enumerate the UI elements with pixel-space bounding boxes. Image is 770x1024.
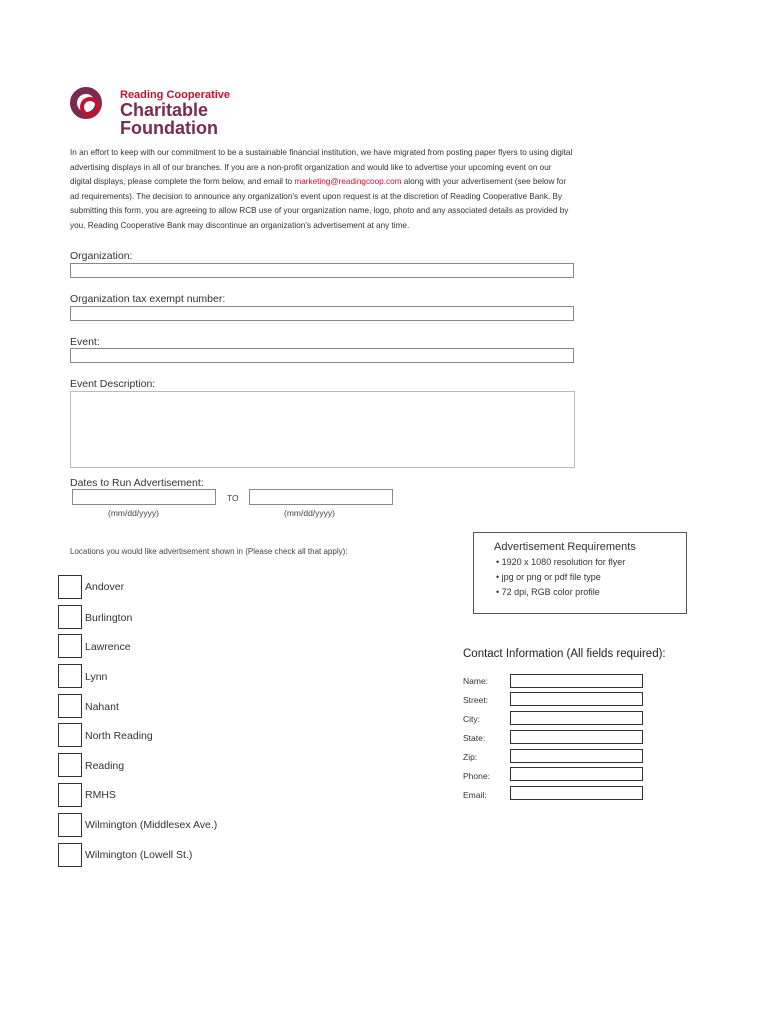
end-date-hint: (mm/dd/yyyy) bbox=[284, 508, 335, 518]
checkbox-wilmington-lowell[interactable] bbox=[58, 843, 82, 867]
location-label-reading: Reading bbox=[85, 760, 125, 772]
contact-street-label: Street: bbox=[463, 695, 489, 705]
start-date-input[interactable] bbox=[72, 489, 216, 505]
checkbox-wilmington-middlesex[interactable] bbox=[58, 813, 82, 837]
logo-text-main bbox=[120, 101, 218, 137]
requirement-dpi: • 72 dpi, RGB color profile bbox=[496, 587, 600, 597]
location-label-wilmington-lowell: Wilmington (Lowell St.) bbox=[85, 849, 193, 861]
contact-state-input[interactable] bbox=[510, 730, 643, 744]
location-label-rmhs: RMHS bbox=[85, 789, 116, 801]
start-date-hint: (mm/dd/yyyy) bbox=[108, 508, 159, 518]
contact-city-input[interactable] bbox=[510, 711, 643, 725]
contact-city-label: City: bbox=[463, 714, 480, 724]
contact-zip-input[interactable] bbox=[510, 749, 643, 763]
date-to-label: TO bbox=[227, 493, 239, 503]
checkbox-rmhs[interactable] bbox=[58, 783, 82, 807]
contact-info-title: Contact Information (All fields required): bbox=[463, 648, 666, 660]
checkbox-lawrence[interactable] bbox=[58, 634, 82, 658]
contact-state-label: State: bbox=[463, 733, 486, 743]
end-date-input[interactable] bbox=[249, 489, 393, 505]
event-label: Event: bbox=[70, 336, 100, 348]
ad-requirements-title: Advertisement Requirements bbox=[494, 541, 636, 553]
location-label-lawrence: Lawrence bbox=[85, 641, 131, 653]
contact-name-label: Name: bbox=[463, 676, 489, 686]
requirement-file-type: • jpg or png or pdf file type bbox=[496, 572, 601, 582]
checkbox-north-reading[interactable] bbox=[58, 723, 82, 747]
logo-inner-ring-icon bbox=[80, 97, 100, 117]
location-label-burlington: Burlington bbox=[85, 612, 133, 624]
ad-requirements-box bbox=[473, 532, 687, 614]
organization-input[interactable] bbox=[70, 263, 574, 278]
location-label-lynn: Lynn bbox=[85, 671, 108, 683]
location-label-nahant: Nahant bbox=[85, 701, 119, 713]
contact-street-input[interactable] bbox=[510, 692, 643, 706]
contact-zip-label: Zip: bbox=[463, 752, 478, 762]
tax-exempt-label: Organization tax exempt number: bbox=[70, 293, 226, 305]
logo-text-charitable: Charitable bbox=[120, 100, 209, 120]
location-label-andover: Andover bbox=[85, 581, 125, 593]
contact-phone-input[interactable] bbox=[510, 767, 643, 781]
checkbox-lynn[interactable] bbox=[58, 664, 82, 688]
tax-exempt-input[interactable] bbox=[70, 306, 574, 321]
contact-email-input[interactable] bbox=[510, 786, 643, 800]
email-link[interactable]: marketing@readingcoop.com bbox=[294, 177, 402, 187]
locations-prompt: Locations you would like advertisement shown in (Please check all that apply): bbox=[70, 547, 348, 556]
contact-phone-label: Phone: bbox=[463, 771, 490, 781]
contact-email-label: Email: bbox=[463, 790, 487, 800]
dates-label: Dates to Run Advertisement: bbox=[70, 477, 204, 489]
logo-text-top: Reading Cooperative bbox=[120, 89, 231, 101]
event-input[interactable] bbox=[70, 348, 574, 363]
checkbox-andover[interactable] bbox=[58, 575, 82, 599]
checkbox-reading[interactable] bbox=[58, 753, 82, 777]
event-description-textarea[interactable] bbox=[70, 391, 575, 468]
foundation-logo bbox=[70, 85, 250, 137]
intro-paragraph bbox=[70, 146, 575, 234]
event-description-label: Event Description: bbox=[70, 378, 156, 390]
requirement-resolution: • 1920 x 1080 resolution for flyer bbox=[496, 557, 626, 567]
checkbox-burlington[interactable] bbox=[58, 605, 82, 629]
intro-text-2: along with your advertisement (see below for ad requirements). The decision to announce any organization's event upon request is at the discretion of Reading Cooperative Bank. By submitting this form, you are agreeing to allow RCB use of your organization name, logo, photo and any associated details as provided by you. Reading Cooperative Bank may discontinue an organization's advertisement at any time. bbox=[70, 177, 569, 230]
location-label-wilmington-middlesex: Wilmington (Middlesex Ave.) bbox=[85, 819, 218, 831]
contact-name-input[interactable] bbox=[510, 674, 643, 688]
intro-text-1: In an effort to keep with our commitment to be a sustainable financial institution, we have migrated from posting paper flyers to using digital advertising displays in all of our branches. If you are a non-profit organization and would like to advertise your upcoming event on our digital displays, please complete the form below, and email to bbox=[70, 148, 573, 187]
logo-text-foundation: Foundation bbox=[120, 118, 218, 138]
location-label-north-reading: North Reading bbox=[85, 730, 153, 742]
checkbox-nahant[interactable] bbox=[58, 694, 82, 718]
organization-label: Organization: bbox=[70, 250, 133, 262]
